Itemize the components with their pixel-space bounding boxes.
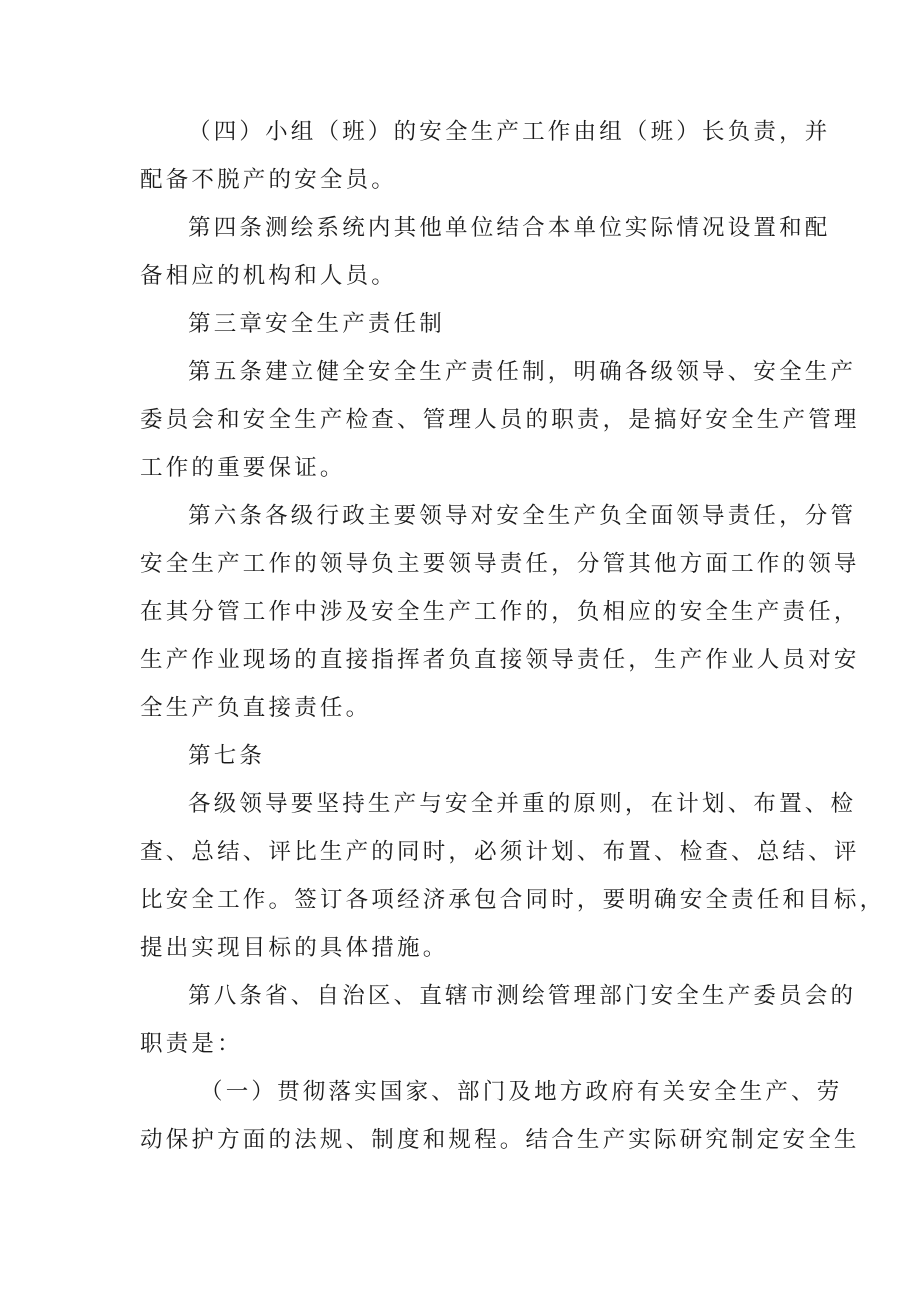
paragraph-line: 第八条省、自治区、直辖市测绘管理部门安全生产委员会的 bbox=[188, 983, 857, 1009]
paragraph-line: 生产作业现场的直接指挥者负直接领导责任，生产作业人员对安 bbox=[140, 647, 860, 673]
paragraph-line: （一）贯彻落实国家、部门及地方政府有关安全生产、劳 bbox=[200, 1079, 843, 1105]
paragraph-line: 第六条各级行政主要领导对安全生产负全面领导责任，分管 bbox=[188, 503, 857, 529]
paragraph-line: 动保护方面的法规、制度和规程。结合生产实际研究制定安全生 bbox=[140, 1127, 860, 1153]
paragraph-line: 第四条测绘系统内其他单位结合本单位实际情况设置和配 bbox=[188, 215, 831, 241]
paragraph-line: 比安全工作。签订各项经济承包合同时，要明确安全责任和目标， bbox=[140, 887, 886, 913]
paragraph-line: （四）小组（班）的安全生产工作由组（班）长负责，并 bbox=[188, 119, 831, 145]
paragraph-line: 各级领导要坚持生产与安全并重的原则，在计划、布置、检 bbox=[188, 791, 857, 817]
article-heading: 第七条 bbox=[188, 743, 266, 769]
paragraph-line: 备相应的机构和人员。 bbox=[140, 263, 398, 289]
paragraph-line: 安全生产工作的领导负主要领导责任，分管其他方面工作的领导 bbox=[140, 551, 860, 577]
paragraph-line: 查、总结、评比生产的同时，必须计划、布置、检查、总结、评 bbox=[140, 839, 860, 865]
paragraph-line: 委员会和安全生产检查、管理人员的职责，是搞好安全生产管理 bbox=[140, 407, 860, 433]
paragraph-line: 职责是： bbox=[140, 1031, 243, 1057]
paragraph-line: 全生产负直接责任。 bbox=[140, 695, 372, 721]
paragraph-line: 提出实现目标的具体措施。 bbox=[140, 935, 449, 961]
paragraph-line: 在其分管工作中涉及安全生产工作的，负相应的安全生产责任， bbox=[140, 599, 860, 625]
chapter-heading: 第三章安全生产责任制 bbox=[188, 311, 446, 337]
paragraph-line: 配备不脱产的安全员。 bbox=[140, 167, 398, 193]
paragraph-line: 第五条建立健全安全生产责任制，明确各级领导、安全生产 bbox=[188, 359, 857, 385]
paragraph-line: 工作的重要保证。 bbox=[140, 455, 346, 481]
